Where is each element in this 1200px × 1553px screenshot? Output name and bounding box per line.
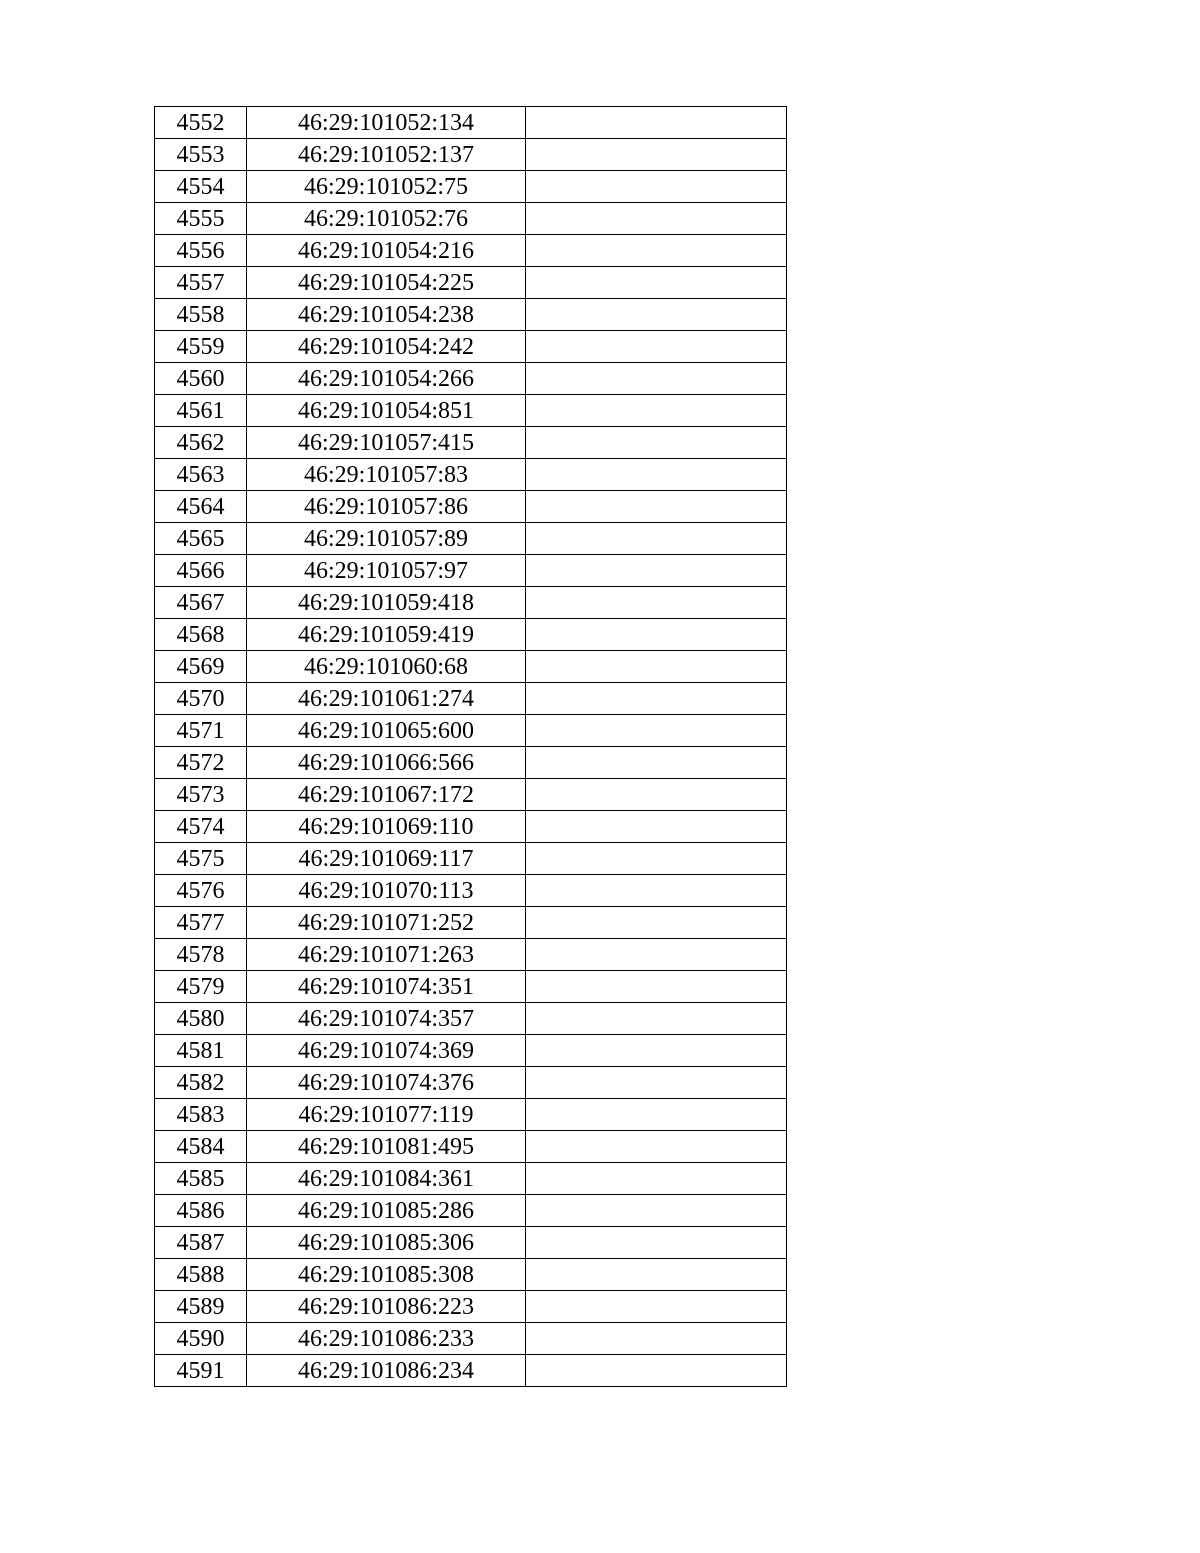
empty-note-cell — [526, 523, 787, 555]
row-number-cell: 4575 — [155, 843, 247, 875]
empty-note-cell — [526, 491, 787, 523]
row-number-cell: 4557 — [155, 267, 247, 299]
empty-note-cell — [526, 907, 787, 939]
cadastral-number-cell: 46:29:101054:266 — [247, 363, 526, 395]
empty-note-cell — [526, 299, 787, 331]
cadastral-number-cell: 46:29:101071:263 — [247, 939, 526, 971]
empty-note-cell — [526, 427, 787, 459]
empty-note-cell — [526, 395, 787, 427]
table-row — [155, 939, 787, 971]
empty-note-cell — [526, 1131, 787, 1163]
table-row — [155, 235, 787, 267]
row-number-cell: 4553 — [155, 139, 247, 171]
table-row — [155, 1035, 787, 1067]
table-row — [155, 683, 787, 715]
cadastral-number-cell: 46:29:101057:83 — [247, 459, 526, 491]
empty-note-cell — [526, 843, 787, 875]
empty-note-cell — [526, 203, 787, 235]
row-number-cell: 4560 — [155, 363, 247, 395]
table-row — [155, 171, 787, 203]
empty-note-cell — [526, 1035, 787, 1067]
table-row — [155, 1003, 787, 1035]
row-number-cell: 4564 — [155, 491, 247, 523]
cadastral-number-cell: 46:29:101054:225 — [247, 267, 526, 299]
empty-note-cell — [526, 1163, 787, 1195]
empty-note-cell — [526, 1355, 787, 1387]
row-number-cell: 4577 — [155, 907, 247, 939]
row-number-cell: 4561 — [155, 395, 247, 427]
cadastral-number-cell: 46:29:101081:495 — [247, 1131, 526, 1163]
cadastral-number-cell: 46:29:101074:357 — [247, 1003, 526, 1035]
row-number-cell: 4565 — [155, 523, 247, 555]
cadastral-number-cell: 46:29:101059:419 — [247, 619, 526, 651]
row-number-cell: 4572 — [155, 747, 247, 779]
row-number-cell: 4552 — [155, 107, 247, 139]
row-number-cell: 4581 — [155, 1035, 247, 1067]
row-number-cell: 4569 — [155, 651, 247, 683]
table-row — [155, 1291, 787, 1323]
cadastral-number-cell: 46:29:101061:274 — [247, 683, 526, 715]
cadastral-number-cell: 46:29:101054:238 — [247, 299, 526, 331]
empty-note-cell — [526, 107, 787, 139]
table-row — [155, 1195, 787, 1227]
table-row — [155, 1259, 787, 1291]
empty-note-cell — [526, 1259, 787, 1291]
table-row — [155, 1131, 787, 1163]
row-number-cell: 4566 — [155, 555, 247, 587]
cadastral-number-cell: 46:29:101054:216 — [247, 235, 526, 267]
row-number-cell: 4574 — [155, 811, 247, 843]
empty-note-cell — [526, 171, 787, 203]
table-row — [155, 619, 787, 651]
empty-note-cell — [526, 1003, 787, 1035]
table-row — [155, 651, 787, 683]
cadastral-number-cell: 46:29:101059:418 — [247, 587, 526, 619]
row-number-cell: 4584 — [155, 1131, 247, 1163]
cadastral-number-cell: 46:29:101057:415 — [247, 427, 526, 459]
cadastral-number-cell: 46:29:101057:86 — [247, 491, 526, 523]
row-number-cell: 4590 — [155, 1323, 247, 1355]
empty-note-cell — [526, 587, 787, 619]
row-number-cell: 4585 — [155, 1163, 247, 1195]
empty-note-cell — [526, 1227, 787, 1259]
cadastral-number-cell: 46:29:101074:351 — [247, 971, 526, 1003]
row-number-cell: 4570 — [155, 683, 247, 715]
cadastral-number-cell: 46:29:101052:75 — [247, 171, 526, 203]
table-row — [155, 715, 787, 747]
empty-note-cell — [526, 363, 787, 395]
table-row — [155, 299, 787, 331]
table-row — [155, 107, 787, 139]
row-number-cell: 4559 — [155, 331, 247, 363]
row-number-cell: 4588 — [155, 1259, 247, 1291]
empty-note-cell — [526, 971, 787, 1003]
table-row — [155, 523, 787, 555]
cadastral-number-cell: 46:29:101065:600 — [247, 715, 526, 747]
cadastral-number-cell: 46:29:101052:134 — [247, 107, 526, 139]
table-row — [155, 139, 787, 171]
cadastral-number-cell: 46:29:101086:223 — [247, 1291, 526, 1323]
empty-note-cell — [526, 683, 787, 715]
cadastral-number-cell: 46:29:101054:851 — [247, 395, 526, 427]
empty-note-cell — [526, 1099, 787, 1131]
cadastral-number-cell: 46:29:101070:113 — [247, 875, 526, 907]
row-number-cell: 4573 — [155, 779, 247, 811]
table-row — [155, 1323, 787, 1355]
cadastral-number-cell: 46:29:101085:308 — [247, 1259, 526, 1291]
table-row — [155, 779, 787, 811]
cadastral-number-cell: 46:29:101071:252 — [247, 907, 526, 939]
empty-note-cell — [526, 1195, 787, 1227]
table-row — [155, 555, 787, 587]
row-number-cell: 4589 — [155, 1291, 247, 1323]
row-number-cell: 4580 — [155, 1003, 247, 1035]
cadastral-number-cell: 46:29:101077:119 — [247, 1099, 526, 1131]
row-number-cell: 4567 — [155, 587, 247, 619]
row-number-cell: 4582 — [155, 1067, 247, 1099]
table-row — [155, 587, 787, 619]
empty-note-cell — [526, 747, 787, 779]
table-row — [155, 491, 787, 523]
table-row — [155, 331, 787, 363]
table-row — [155, 459, 787, 491]
empty-note-cell — [526, 1291, 787, 1323]
cadastral-number-cell: 46:29:101084:361 — [247, 1163, 526, 1195]
table-row — [155, 1099, 787, 1131]
empty-note-cell — [526, 651, 787, 683]
cadastral-number-cell: 46:29:101057:89 — [247, 523, 526, 555]
table-row — [155, 395, 787, 427]
table-row — [155, 1163, 787, 1195]
cadastral-number-cell: 46:29:101085:306 — [247, 1227, 526, 1259]
empty-note-cell — [526, 1067, 787, 1099]
cadastral-number-cell: 46:29:101067:172 — [247, 779, 526, 811]
cadastral-number-cell: 46:29:101052:137 — [247, 139, 526, 171]
empty-note-cell — [526, 619, 787, 651]
table-row — [155, 907, 787, 939]
table-row — [155, 875, 787, 907]
empty-note-cell — [526, 715, 787, 747]
table-row — [155, 971, 787, 1003]
row-number-cell: 4568 — [155, 619, 247, 651]
empty-note-cell — [526, 267, 787, 299]
cadastral-number-cell: 46:29:101085:286 — [247, 1195, 526, 1227]
cadastral-number-cell: 46:29:101054:242 — [247, 331, 526, 363]
row-number-cell: 4576 — [155, 875, 247, 907]
table-row — [155, 203, 787, 235]
table-row — [155, 747, 787, 779]
row-number-cell: 4578 — [155, 939, 247, 971]
row-number-cell: 4571 — [155, 715, 247, 747]
empty-note-cell — [526, 555, 787, 587]
cadastral-number-cell: 46:29:101074:376 — [247, 1067, 526, 1099]
table-row — [155, 843, 787, 875]
cadastral-number-cell: 46:29:101086:234 — [247, 1355, 526, 1387]
cadastral-number-cell: 46:29:101057:97 — [247, 555, 526, 587]
table-row — [155, 427, 787, 459]
row-number-cell: 4554 — [155, 171, 247, 203]
row-number-cell: 4562 — [155, 427, 247, 459]
row-number-cell: 4555 — [155, 203, 247, 235]
cadastral-number-cell: 46:29:101060:68 — [247, 651, 526, 683]
empty-note-cell — [526, 235, 787, 267]
cadastral-number-cell: 46:29:101086:233 — [247, 1323, 526, 1355]
empty-note-cell — [526, 779, 787, 811]
cadastral-number-cell: 46:29:101069:117 — [247, 843, 526, 875]
row-number-cell: 4558 — [155, 299, 247, 331]
cadastral-number-cell: 46:29:101066:566 — [247, 747, 526, 779]
cadastral-number-cell: 46:29:101069:110 — [247, 811, 526, 843]
empty-note-cell — [526, 875, 787, 907]
empty-note-cell — [526, 139, 787, 171]
cadastral-table — [154, 106, 787, 1387]
cadastral-number-cell: 46:29:101052:76 — [247, 203, 526, 235]
empty-note-cell — [526, 811, 787, 843]
row-number-cell: 4583 — [155, 1099, 247, 1131]
table-row — [155, 811, 787, 843]
empty-note-cell — [526, 331, 787, 363]
row-number-cell: 4586 — [155, 1195, 247, 1227]
table-row — [155, 363, 787, 395]
empty-note-cell — [526, 1323, 787, 1355]
table-row — [155, 267, 787, 299]
row-number-cell: 4587 — [155, 1227, 247, 1259]
row-number-cell: 4556 — [155, 235, 247, 267]
cadastral-number-cell: 46:29:101074:369 — [247, 1035, 526, 1067]
table-row — [155, 1067, 787, 1099]
empty-note-cell — [526, 459, 787, 491]
table-row — [155, 1227, 787, 1259]
table-body — [155, 107, 787, 1387]
table-row — [155, 1355, 787, 1387]
row-number-cell: 4591 — [155, 1355, 247, 1387]
row-number-cell: 4563 — [155, 459, 247, 491]
empty-note-cell — [526, 939, 787, 971]
row-number-cell: 4579 — [155, 971, 247, 1003]
